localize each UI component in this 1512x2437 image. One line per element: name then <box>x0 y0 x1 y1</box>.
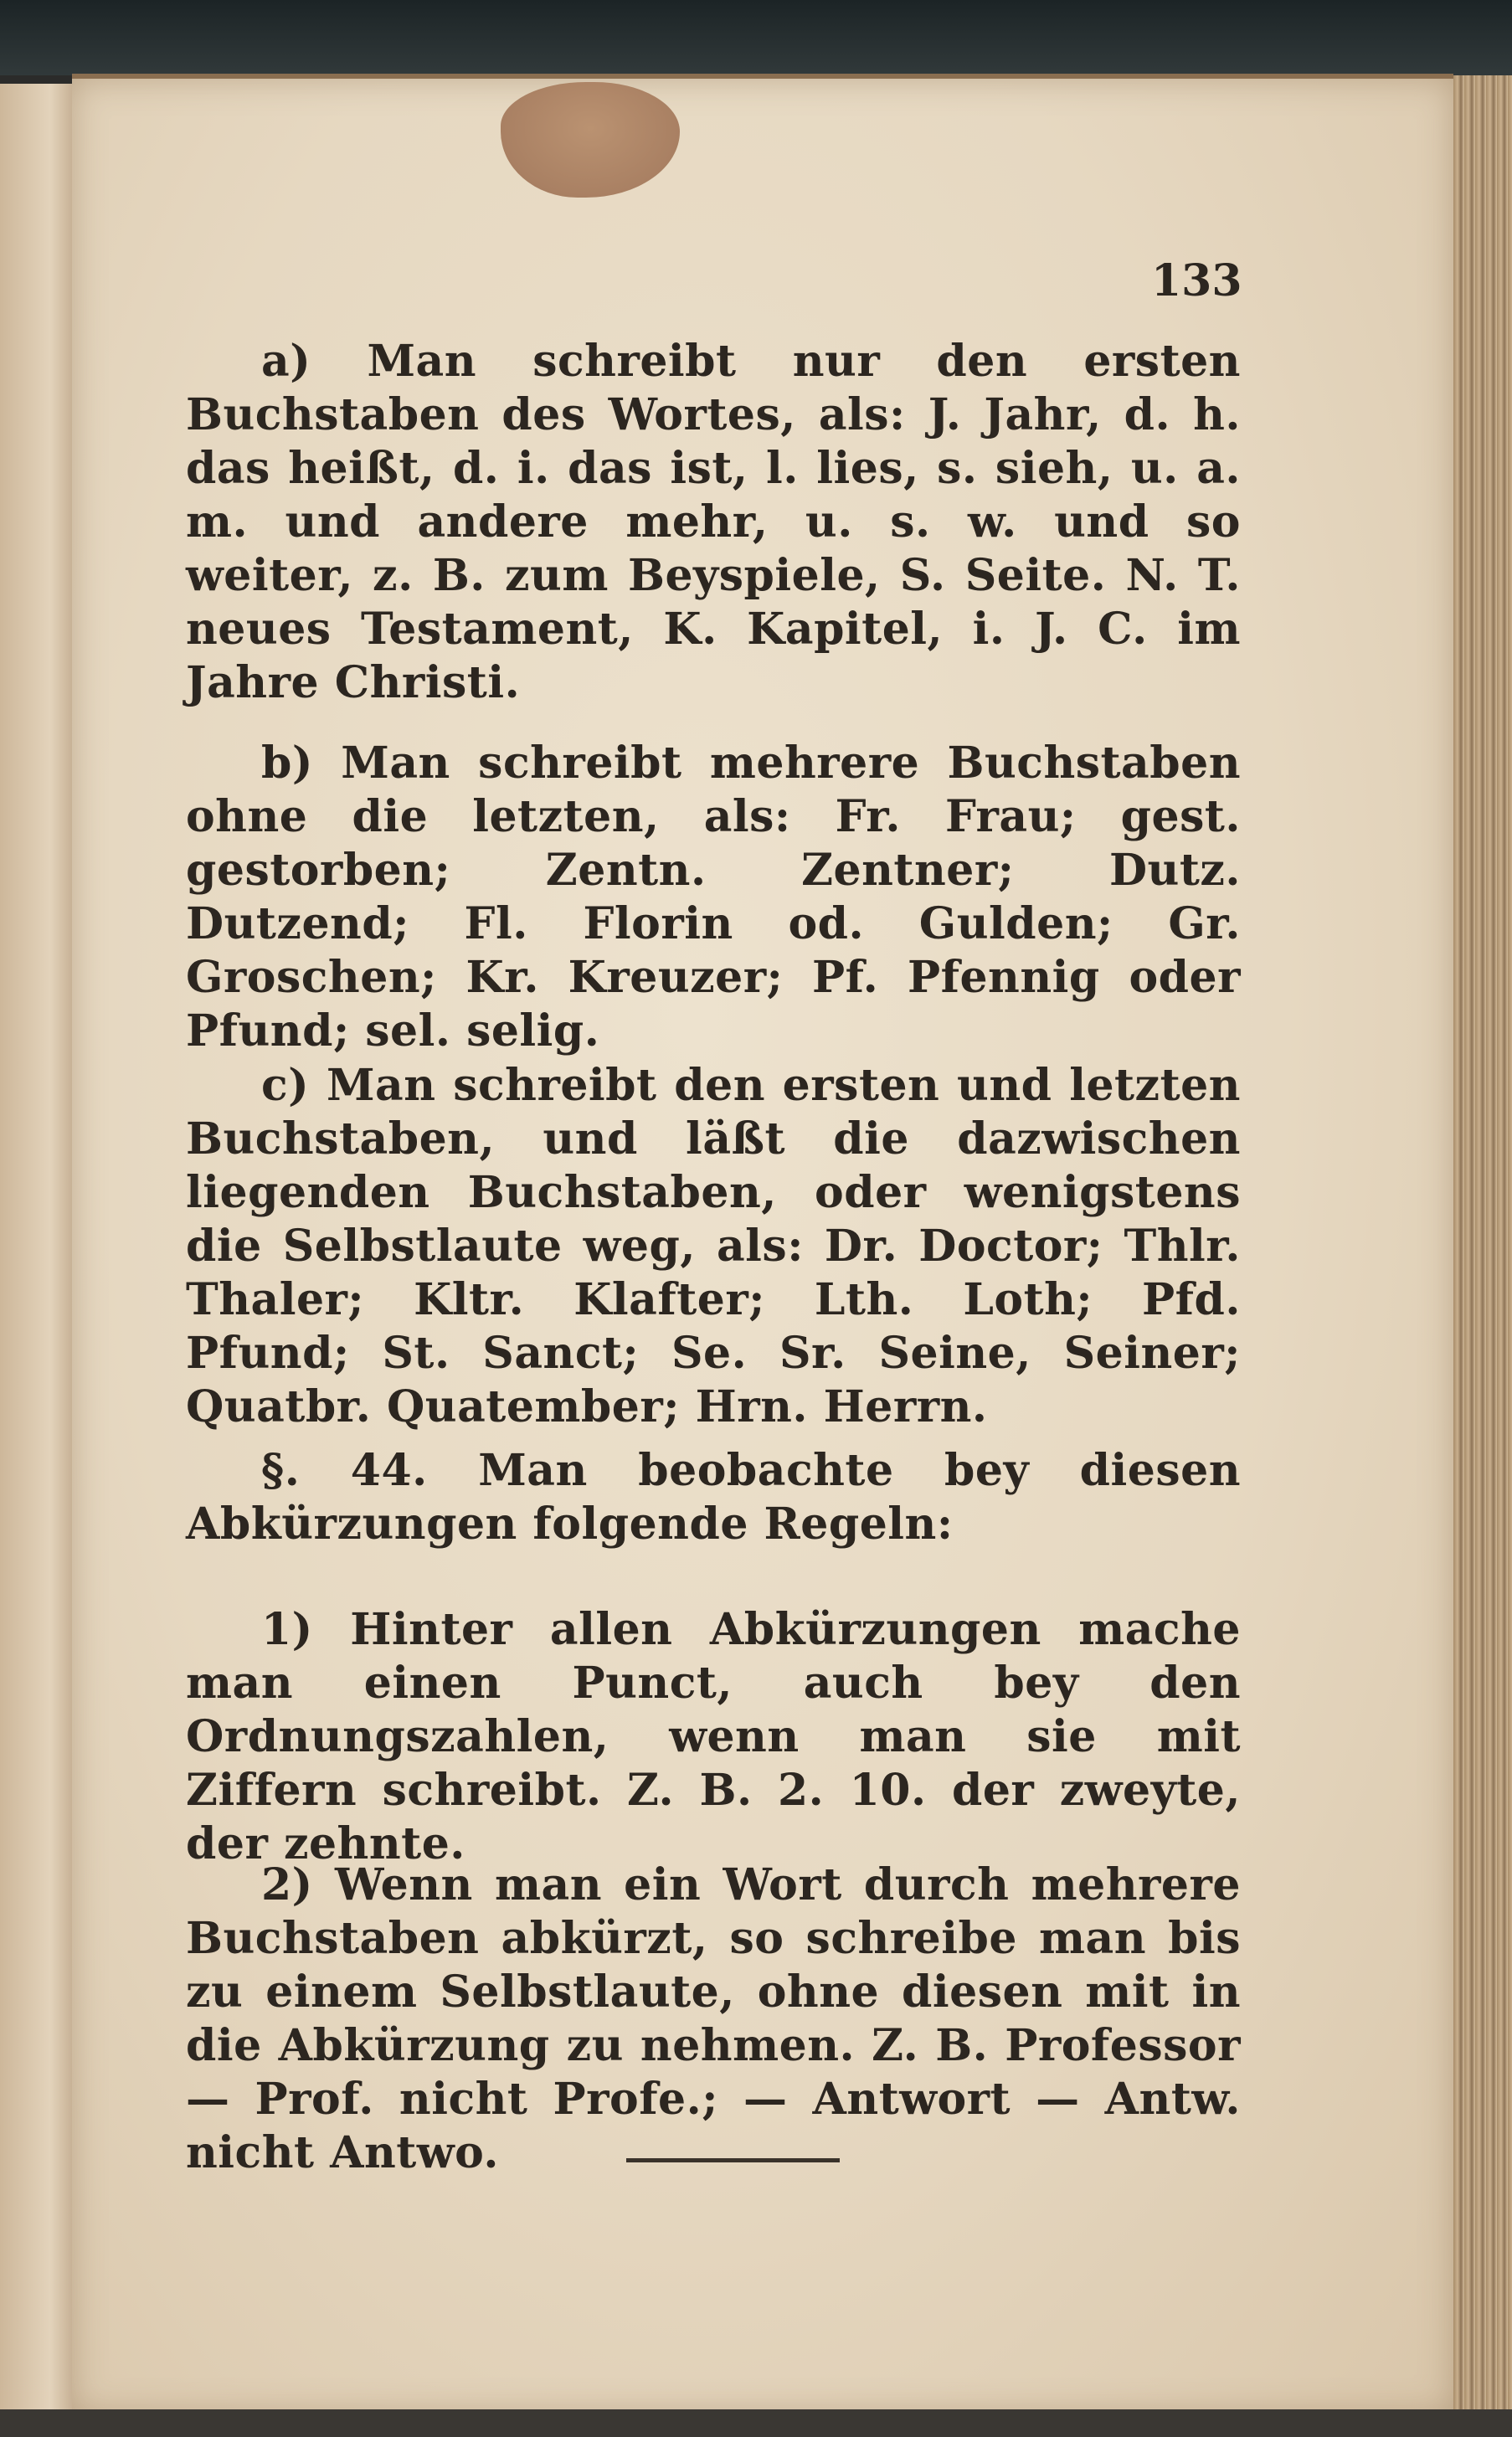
paragraph-text: Man schreibt mehrere Buchstaben ohne die letzten, als: Fr. Frau; gest. gestorben; Zentn. Zentner; Dutz. Dutzend; Fl. Florin od. Gulden; Gr. Groschen; Kr. Kreuzer; Pf. Pfennig oder Pfund; sel. selig. <box>186 738 1241 1057</box>
paragraph-a <box>186 335 1241 710</box>
rule-text: Wenn man ein Wort durch mehrere Buchstaben abkürzt, so schreibe man bis zu einem Selbstlaute, ohne diesen mit in die Abkürzung zu nehmen. Z. B. Professor — Prof. nicht Profe.; — Antwort — Antw. nicht Antwo. <box>186 1859 1241 2178</box>
rule-marker: 2) <box>261 1859 313 1910</box>
paragraph-b <box>186 737 1241 1058</box>
section-marker: §. 44. <box>261 1445 428 1496</box>
closing-rule <box>626 2158 840 2162</box>
page-edges <box>1453 75 1512 2411</box>
paragraph-text: Man schreibt nur den ersten Buchstaben des Wortes, als: J. Jahr, d. h. das heißt, d. i. das ist, l. lies, s. sieh, u. a. m. und andere mehr, u. s. w. und so weiter, z. B. zum Beyspiele, S. Seite. N. T. neues Testament, K. Kapitel, i. J. C. im Jahre Christi. <box>186 336 1241 708</box>
paragraph-marker: a) <box>261 336 311 387</box>
rule-1 <box>186 1603 1241 1871</box>
background-bottom <box>0 2409 1512 2437</box>
paragraph-text: Man schreibt den ersten und letzten Buchstaben, und läßt die dazwischen liegenden Buchstaben, oder wenigstens die Selbstlaute weg, als: Dr. Doctor; Thlr. Thaler; Kltr. Klafter; Lth. Loth; Pfd. Pfund; St. Sanct; Se. Sr. Seine, Seiner; Quatbr. Quatember; Hrn. Herrn. <box>186 1060 1241 1432</box>
paragraph-marker: b) <box>261 738 313 789</box>
section-44 <box>186 1444 1241 1551</box>
page-number: 133 <box>1151 255 1242 306</box>
rule-marker: 1) <box>261 1604 313 1655</box>
rule-2 <box>186 1859 1241 2180</box>
rule-text: Hinter allen Abkürzungen mache man einen Punct, auch bey den Ordnungszahlen, wenn man sie mit Ziffern schreibt. Z. B. 2. 10. der zweyte, der zehnte. <box>186 1604 1241 1869</box>
section-text: Man beobachte bey diesen Abkürzungen folgende Regeln: <box>186 1445 1241 1550</box>
background-top <box>0 0 1512 75</box>
paragraph-c <box>186 1059 1241 1434</box>
paragraph-marker: c) <box>261 1060 310 1111</box>
